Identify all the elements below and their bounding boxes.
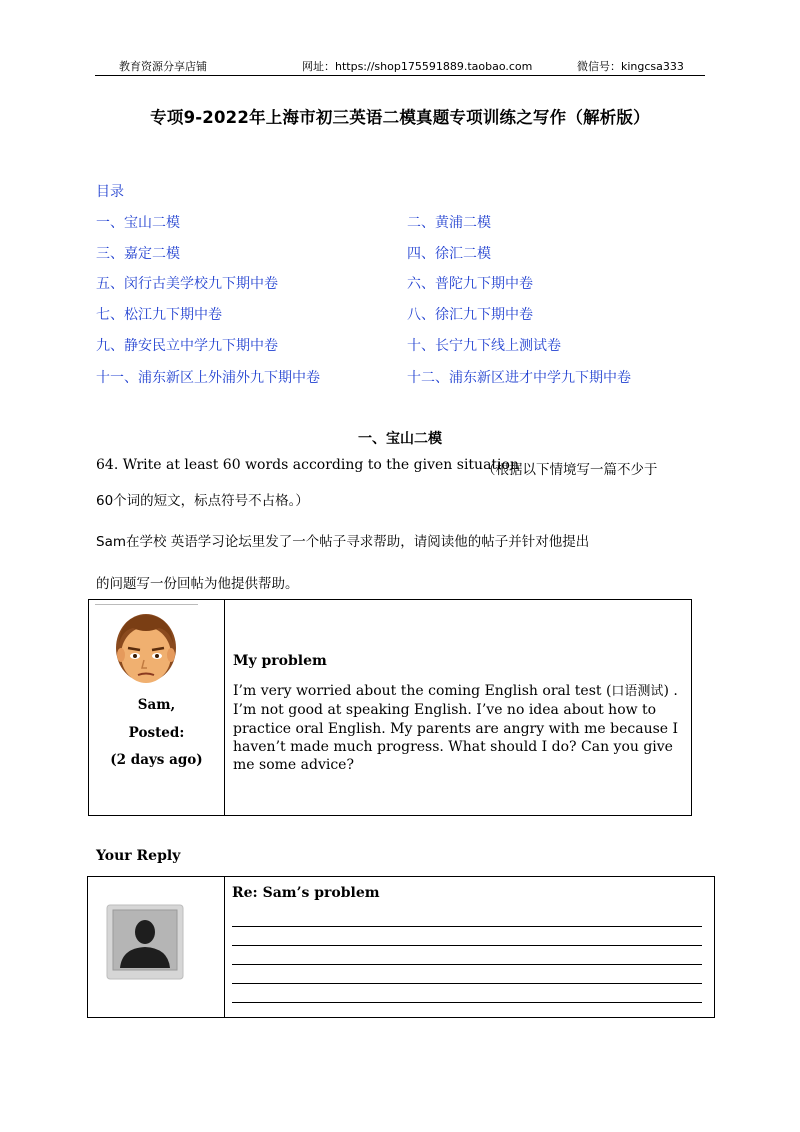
posted-time: (2 days ago): [110, 752, 203, 768]
posted-label: Posted:: [128, 725, 185, 741]
question-prompt-cn: （根据以下情境写一篇不少于: [482, 462, 658, 478]
default-avatar-icon: [106, 904, 184, 980]
toc-link[interactable]: 八、徐汇九下期中卷: [407, 307, 533, 323]
forum-post-box: [88, 599, 692, 816]
problem-text-cn: 口语测试: [611, 684, 664, 699]
toc-link[interactable]: 十二、浦东新区进才中学九下期中卷: [407, 370, 631, 386]
document-title: 专项9-2022年上海市初三英语二模真题专项训练之写作（解析版）: [150, 108, 650, 127]
answer-line[interactable]: [232, 945, 702, 946]
problem-body: [233, 682, 688, 774]
problem-text: I’m very worried about the coming English oral test (: [233, 683, 612, 699]
toc-link[interactable]: 四、徐汇二模: [407, 246, 491, 262]
toc-link[interactable]: 六、普陀九下期中卷: [407, 276, 533, 292]
question-line: 60个词的短文，标点符号不占格。）: [96, 493, 309, 509]
header-wechat: 微信号：kingcsa333: [577, 60, 684, 73]
answer-line[interactable]: [232, 926, 702, 927]
toc-heading: 目录: [96, 184, 124, 200]
divider: [224, 877, 225, 1017]
toc-link[interactable]: 十一、浦东新区上外浦外九下期中卷: [96, 370, 320, 386]
divider: [95, 604, 198, 605]
question-line: [96, 457, 708, 478]
user-avatar-icon: [111, 608, 181, 688]
problem-text: ) . I’m not good at speaking English. I’ve no idea about how to practice oral English. My parents are angry with me because I haven’t made much progress. What should I do? Can you give me some advice?: [233, 683, 679, 774]
section-title: 一、宝山二模: [358, 431, 442, 447]
header-shop-name: 教育资源分享店铺: [119, 60, 207, 73]
question-line: 的问题写一份回帖为他提供帮助。: [96, 576, 299, 592]
toc-link[interactable]: 五、闵行古美学校九下期中卷: [96, 276, 278, 292]
reply-title: Re: Sam’s problem: [232, 885, 380, 901]
toc-link[interactable]: 一、宝山二模: [96, 215, 180, 231]
answer-line[interactable]: [232, 1002, 702, 1003]
poster-name: Sam,: [137, 697, 176, 713]
reply-box: [87, 876, 715, 1018]
question-prompt-en: 64. Write at least 60 words according to the given situation: [96, 457, 519, 473]
toc-link[interactable]: 三、嘉定二模: [96, 246, 180, 262]
answer-line[interactable]: [232, 964, 702, 965]
page-header: [95, 57, 705, 76]
divider: [224, 600, 225, 815]
reply-label: Your Reply: [96, 848, 181, 864]
toc-link[interactable]: 九、静安民立中学九下期中卷: [96, 338, 278, 354]
problem-title: My problem: [233, 653, 327, 669]
answer-line[interactable]: [232, 983, 702, 984]
toc-link[interactable]: 十、长宁九下线上测试卷: [407, 338, 561, 354]
question-line: Sam在学校 英语学习论坛里发了一个帖子寻求帮助，请阅读他的帖子并针对他提出: [96, 534, 590, 550]
header-website: 网址：https://shop175591889.taobao.com: [302, 60, 533, 73]
toc-link[interactable]: 二、黄浦二模: [407, 215, 491, 231]
toc-link[interactable]: 七、松江九下期中卷: [96, 307, 222, 323]
